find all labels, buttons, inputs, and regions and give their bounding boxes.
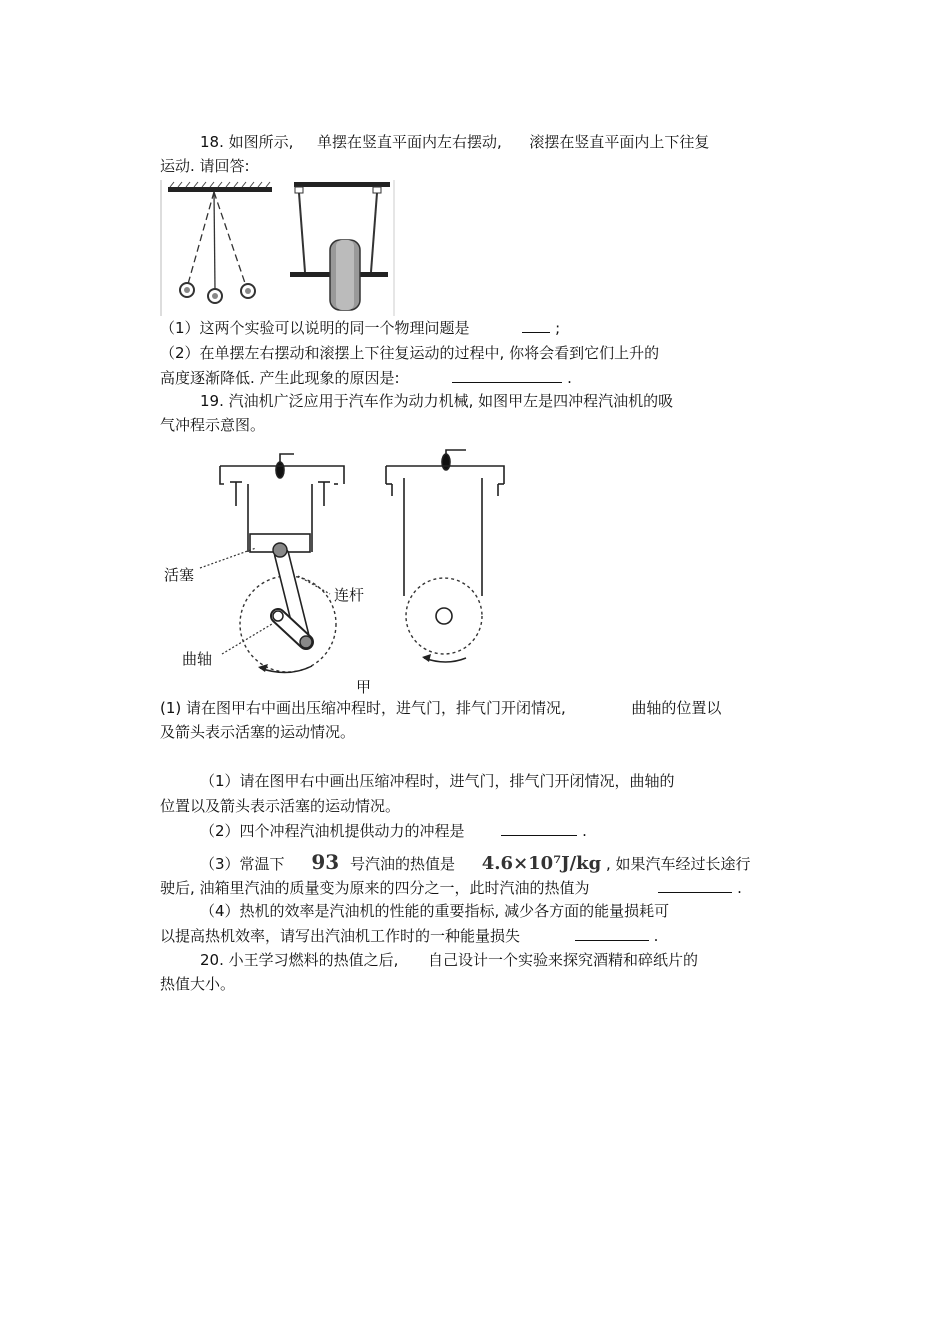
q20-text-b: 自己设计一个实验来探究酒精和碎纸片的 — [427, 951, 698, 969]
q19-line1: 19. 汽油机广泛应用于汽车作为动力机械, 如图甲左是四冲程汽油机的吸 — [200, 392, 674, 410]
q19-s4-line1: （4）热机的效率是汽油机的性能的重要指标, 减少各方面的能量损耗可 — [200, 902, 670, 920]
label-connecting-rod: 连杆 — [334, 586, 365, 604]
q19-s4-line2 — [160, 925, 658, 946]
q19-line2: 气冲程示意图。 — [160, 416, 266, 434]
q19-s1-line1: （1）请在图甲右中画出压缩冲程时，进气门，排气门开闭情况，曲轴的 — [200, 772, 675, 790]
q20-line1 — [200, 950, 698, 970]
q19-s2 — [200, 820, 587, 841]
gasoline-grade: 93 — [311, 850, 340, 874]
q19-s3-line1 — [200, 850, 751, 876]
pendulum-figure — [160, 178, 396, 318]
q18-part2-end: . — [567, 369, 572, 387]
heat-value: 4.6×10⁷J/kg — [481, 853, 602, 874]
q19-s3-text-c: , 如果汽车经过长途行 — [606, 855, 751, 873]
q18-line2: 运动. 请回答: — [160, 157, 250, 175]
q19-s3-text-b: 号汽油的热值是 — [349, 855, 455, 873]
label-crankshaft: 曲轴 — [182, 650, 213, 668]
q18-part1 — [160, 317, 560, 338]
q18-part2-text: 高度逐渐降低. 产生此现象的原因是: — [160, 369, 400, 387]
q19-s2-text: （2）四个冲程汽油机提供动力的冲程是 — [200, 822, 465, 840]
q19-answer-blank-3[interactable] — [658, 877, 732, 893]
label-figure: 甲 — [356, 678, 372, 696]
q18-part1-end: ; — [555, 319, 561, 337]
q19-answer-blank-2[interactable] — [501, 820, 577, 836]
q19-s1-line2: 位置以及箭头表示活塞的运动情况。 — [160, 797, 401, 815]
q18-text-a: 单摆在竖直平面内左右摆动, — [316, 133, 502, 151]
q19-p1-text-a: (1) 请在图甲右中画出压缩冲程时，进气门，排气门开闭情况, — [160, 699, 566, 717]
q20-line2: 热值大小。 — [160, 975, 236, 993]
q19-s4-end: . — [653, 927, 659, 945]
q19-answer-blank-4[interactable] — [575, 925, 649, 941]
engine-figure — [160, 436, 520, 686]
q18-line1 — [200, 132, 709, 152]
q19-s3-text-line2: 驶后, 油箱里汽油的质量变为原来的四分之一，此时汽油的热值为 — [160, 879, 590, 897]
q19-s3-end: . — [737, 879, 742, 897]
q19-p1-text-b: 曲轴的位置以 — [631, 699, 722, 717]
q18-part2-line1: （2）在单摆左右摆动和滚摆上下往复运动的过程中, 你将会看到它们上升的 — [160, 344, 660, 362]
q18-number: 18. 如图所示, — [200, 133, 294, 151]
q19-s3-line2 — [160, 877, 742, 898]
q18-text-b: 滚摆在竖直平面内上下往复 — [529, 133, 710, 151]
q19-p1-line2: 及箭头表示活塞的运动情况。 — [160, 723, 356, 741]
q19-p1-line1 — [160, 698, 721, 718]
label-piston: 活塞 — [164, 566, 195, 584]
q19-s2-end: . — [582, 822, 587, 840]
q20-text-a: 20. 小王学习燃料的热值之后, — [200, 951, 399, 969]
q18-answer-blank-2[interactable] — [452, 367, 562, 383]
q18-part2-line2 — [160, 367, 572, 388]
q18-part1-text: （1）这两个实验可以说明的同一个物理问题是 — [160, 319, 470, 337]
q19-s4-text: 以提高热机效率，请写出汽油机工作时的一种能量损失 — [160, 927, 521, 945]
q19-s3-text-a: （3）常温下 — [200, 855, 285, 873]
q18-answer-blank-1[interactable] — [522, 317, 550, 333]
